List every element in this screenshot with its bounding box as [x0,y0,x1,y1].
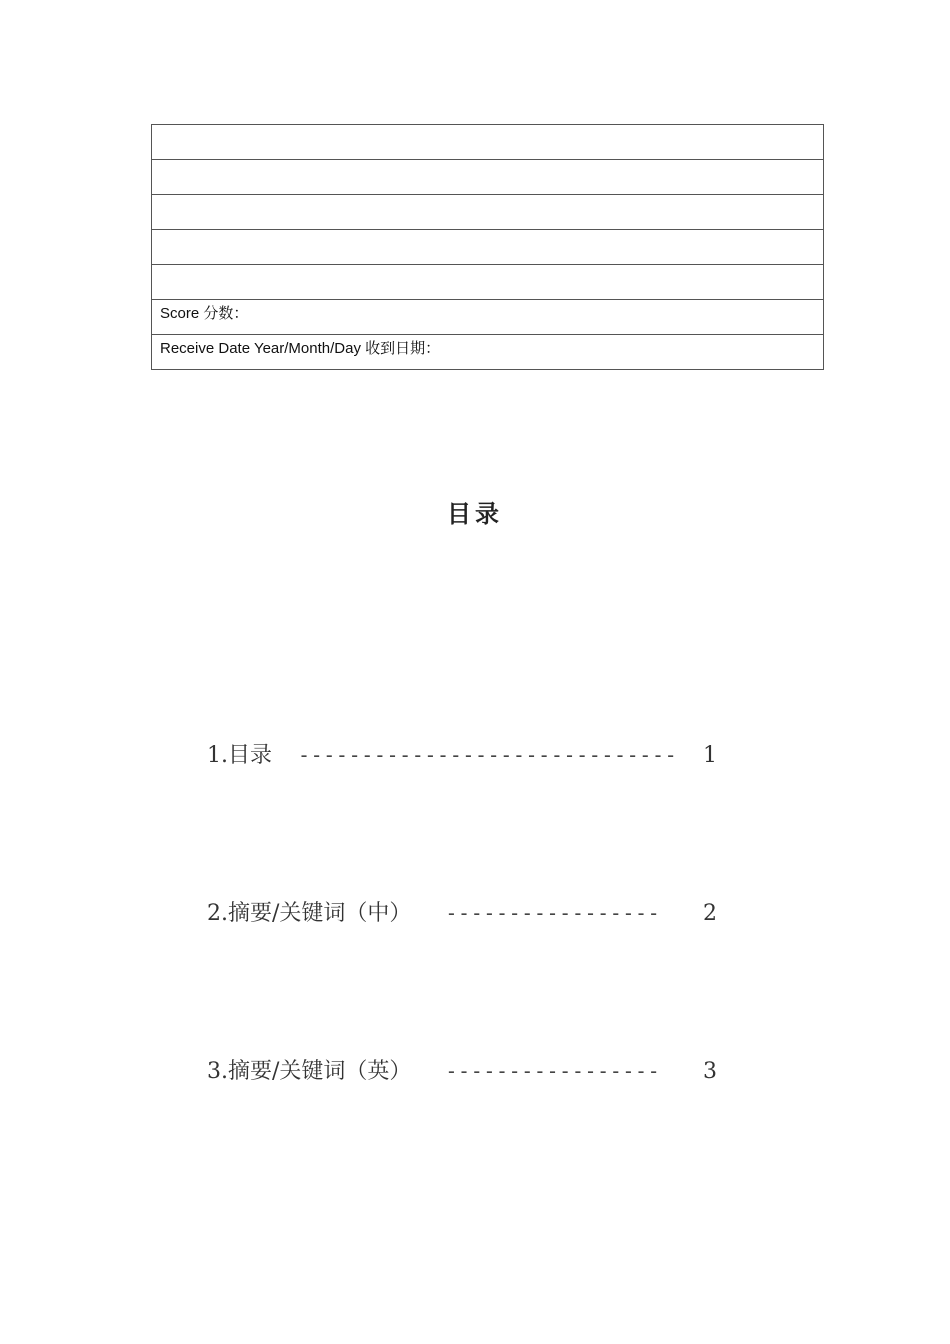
blank-cell [152,265,824,300]
toc-entry-label: 3.摘要/关键词（英） [207,1059,412,1084]
table-row [152,300,824,335]
toc-page-number: 3 [703,1059,717,1084]
toc-entry-contents[interactable] [207,738,717,769]
grading-table [151,124,824,370]
score-cell: Score 分数： [152,300,824,335]
toc-entry-abstract-english[interactable] [207,1054,717,1085]
table-row [152,160,824,195]
toc-dot-leader: ----------------- [445,1059,661,1083]
toc-title: 目录 [447,500,503,528]
receive-date-cell: Receive Date Year/Month/Day 收到日期： [152,335,824,370]
blank-cell [152,125,824,160]
toc-page-number: 2 [703,901,717,926]
blank-cell [152,195,824,230]
toc-dot-leader: ------------------------------ [298,743,678,767]
toc-entry-label: 1.目录 [207,743,272,768]
toc-page-number: 1 [703,743,717,768]
blank-cell [152,230,824,265]
table-row [152,195,824,230]
table-row [152,230,824,265]
table-row [152,265,824,300]
toc-entry-abstract-chinese[interactable] [207,896,717,927]
table-row [152,335,824,370]
table-row [152,125,824,160]
blank-cell [152,160,824,195]
toc-dot-leader: ----------------- [445,901,661,925]
toc-entry-label: 2.摘要/关键词（中） [207,901,412,926]
